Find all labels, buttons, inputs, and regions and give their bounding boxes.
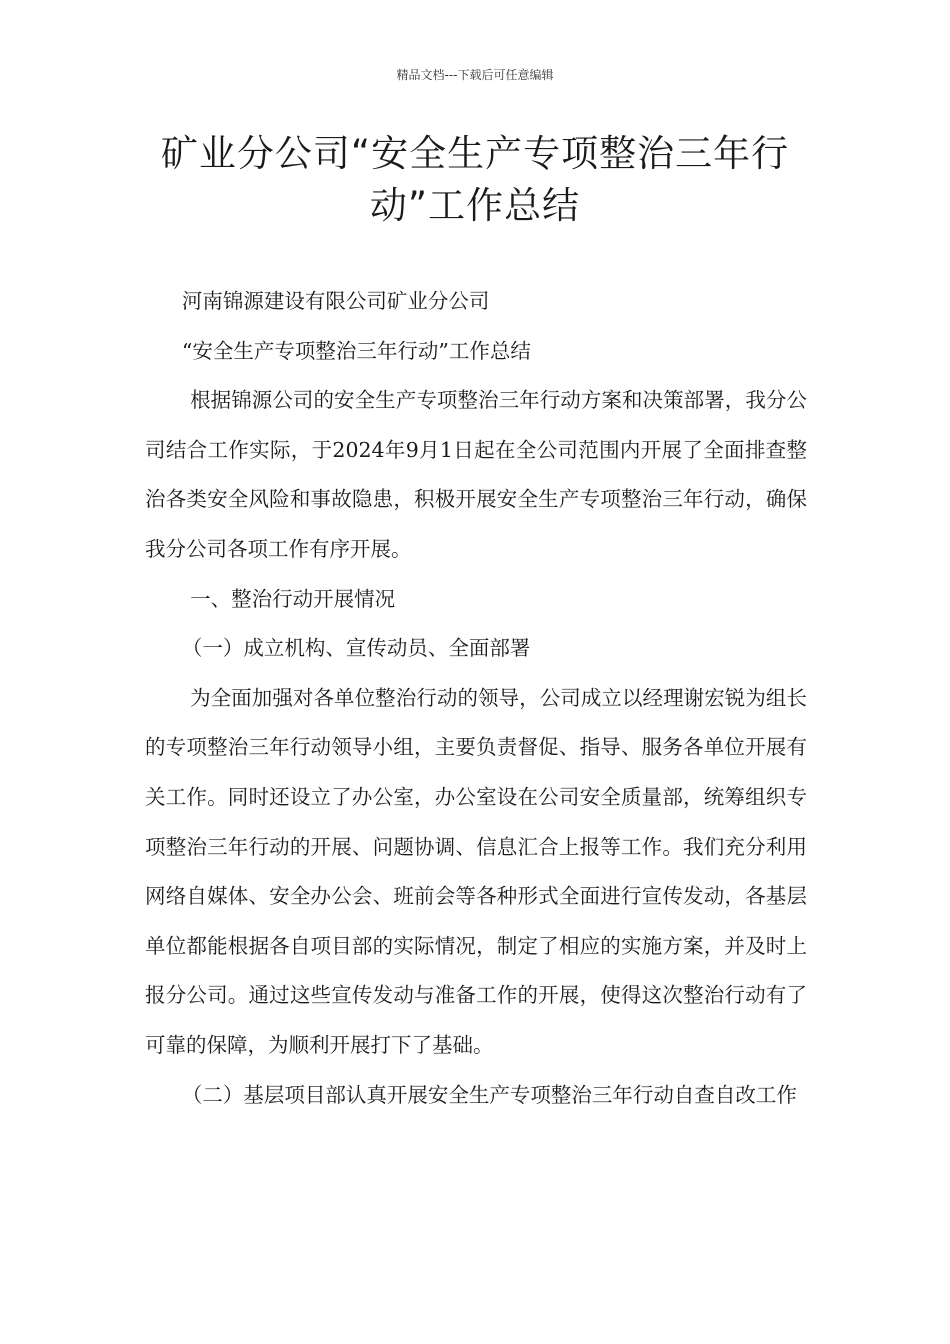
- section-heading-1: 一、整治行动开展情况: [190, 586, 396, 611]
- page-header: 精品文档---下载后可任意编辑: [396, 68, 554, 82]
- subtitle-line: “安全生产专项整治三年行动”工作总结: [181, 338, 531, 363]
- company-name-line: 河南锦源建设有限公司矿业分公司: [181, 289, 490, 313]
- body-paragraph-1: 为全面加强对各单位整治行动的领导，公司成立以经理谢宏锐为组长的专项整治三年行动领导小组，主要负责督促、指导、服务各单位开展有关工作。同时还设立了办公室，办公室设在公司安全质量部，统筹组织专项整治三年行动的开展、问题协调、信息汇合上报等工作。我们充分利用网络自媒体、安全办公会、班前会等各种形式全面进行宣传发动，各基层单位都能根据各自项目部的实际情况，制定了相应的实施方案，并及时上报分公司。通过这些宣传发动与准备工作的开展，使得这次整治行动有了可靠的保障，为顺利开展打下了基础。: [145, 685, 807, 1057]
- subsection-heading-1: （一）成立机构、宣传动员、全面部署: [181, 636, 531, 661]
- document-body: [145, 277, 807, 1120]
- intro-paragraph: 根据锦源公司的安全生产专项整治三年行动方案和决策部署，我分公司结合工作实际，于2024年9月1日起在全公司范围内开展了全面排查整治各类安全风险和事故隐患，积极开展安全生产专项整治三年行动，确保我分公司各项工作有序开展。: [145, 388, 807, 561]
- document-title: 矿业分公司“安全生产专项整治三年行动”工作总结: [160, 132, 790, 227]
- subsection-heading-2: （二）基层项目部认真开展安全生产专项整治三年行动自查自改工作: [181, 1082, 797, 1107]
